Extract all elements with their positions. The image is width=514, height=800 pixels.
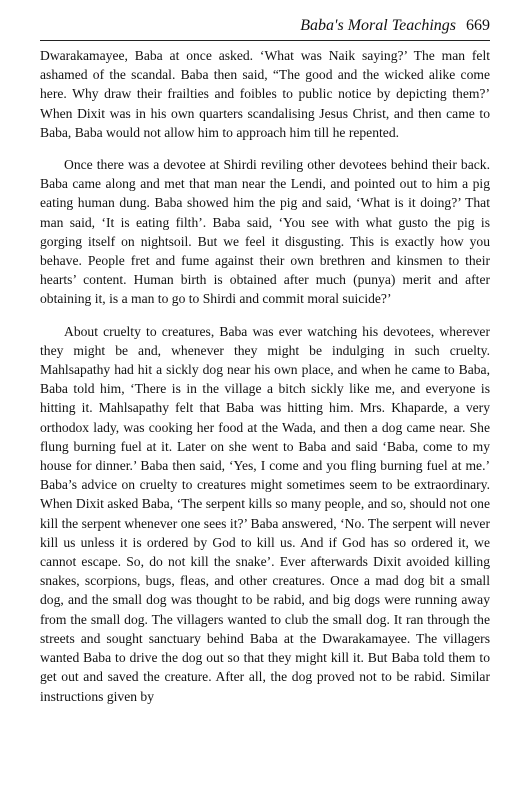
paragraph-1: Dwarakamayee, Baba at once asked. ‘What was Naik saying?’ The man felt ashamed of the scandal. Baba then said, “The good and the wicked alike come here. Why draw their frailties and foibles to public notice by depicting them?’ When Dixit was in his own quarters scandalising Jesus Christ, and then came to Baba, Baba would not allow him to approach him till he repented.: [40, 48, 490, 140]
paragraph-2: Once there was a devotee at Shirdi reviling other devotees behind their back. Baba came along and met that man near the Lendi, and pointed out to him a pig eating human dung. Baba showed him the pig and said, ‘What is it doing?’ That man said, ‘It is eating filth’. Baba said, ‘You see with what gusto the pig is gorging itself on nightsoil. But we feel it disgusting. This is exactly how you behave. People fret and fume against their own brethren and kinsmen to their hearts’ content. Human birth is obtained after much (punya) merit and after obtaining it, is a man to go to Shirdi and commit moral suicide?’: [40, 157, 490, 307]
body-text: [40, 46, 490, 719]
chapter-title: Baba's Moral Teachings: [300, 17, 456, 34]
page-number: 669: [466, 17, 490, 34]
running-header: [40, 14, 490, 41]
paragraph-3: About cruelty to creatures, Baba was ever watching his devotees, wherever they might be and, whenever they might be indulging in such cruelty. Mahlsapathy had hit a sickly dog near his own place, and when he came to Baba, Baba told him, ‘There is in the village a bitch sickly like me, and everyone is hitting it. Mahlsapathy felt that Baba was hitting him. Mrs. Khaparde, a very orthodox lady, was cooking her food at the Wada, and then a dog came near. She flung burning fuel at it. Later on she went to Baba and said ‘Baba, come to my house for dinner.’ Baba then said, ‘Yes, I come and you fling burning fuel at me.’ Baba’s advice on cruelty to creatures might sometimes seem to be extraordinary. When Dixit asked Baba, ‘The serpent kills so many people, and so, should not one kill the serpent whenever one sees it?’ Baba answered, ‘No. The serpent will never kill us unless it is ordered by God to kill us. And if God has so ordered it, we cannot escape. So, do not kill the snake’. Ever afterwards Dixit avoided killing snakes, scorpions, bugs, fleas, and other creatures. Once a mad dog bit a small dog, and the small dog was thought to be rabid, and big dogs were running away from the small dog. The villagers wanted to club the small dog. It ran through the streets and sought sanctuary behind Baba at the Dwarakamayee. The villagers wanted Baba to drive the dog out so that they might kill it. But Baba told them to get out and saved the creature. After all, the dog proved not to be rabid. Similar instructions given by: [40, 323, 490, 704]
